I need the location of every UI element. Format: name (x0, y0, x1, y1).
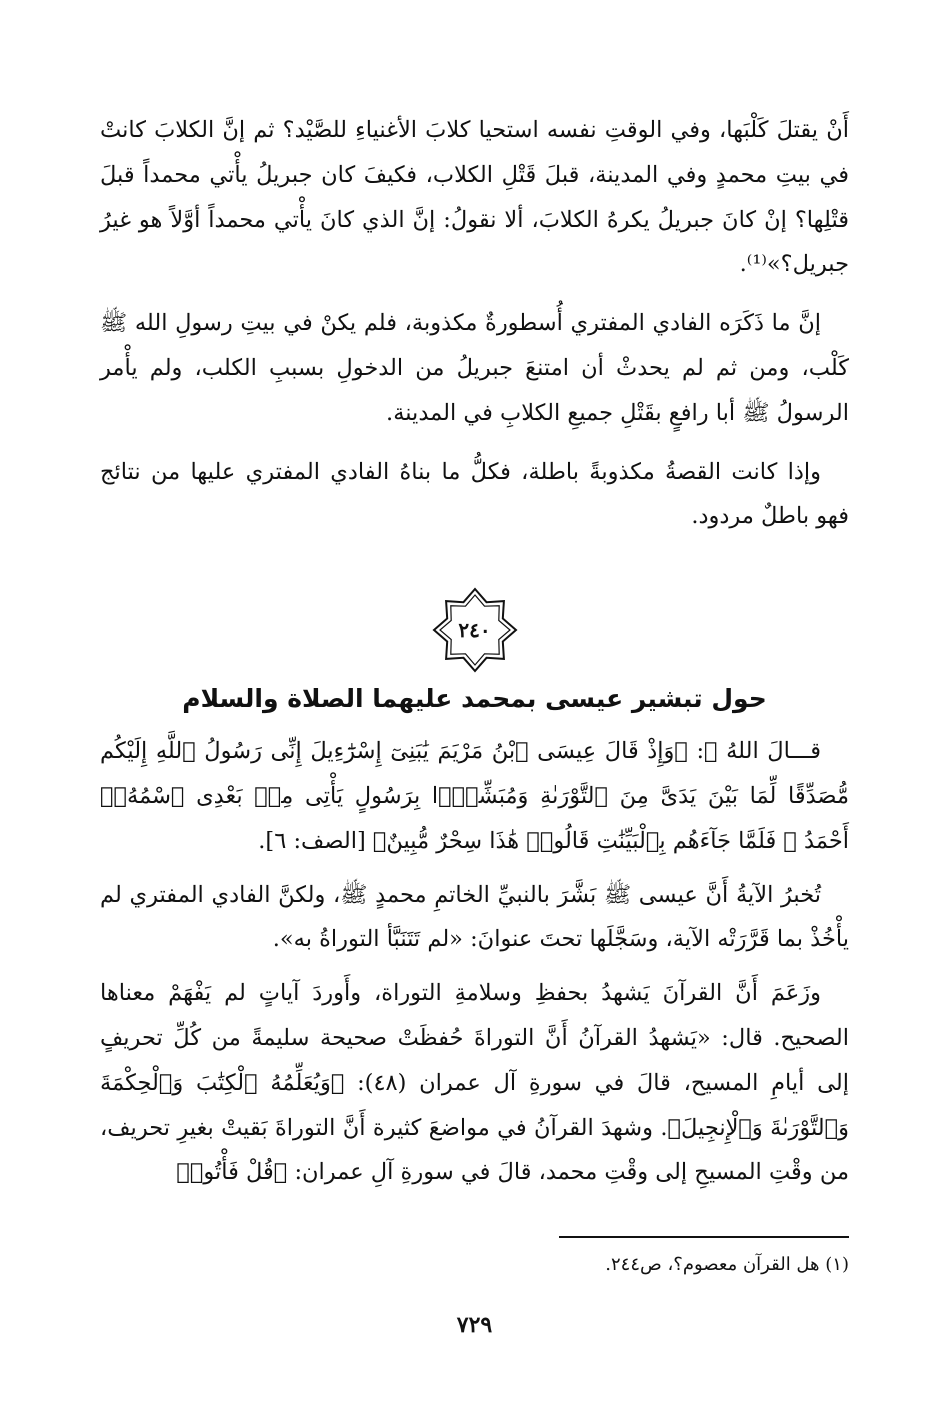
paragraph: قـــالَ اللهُ ﷻ: ﴿وَإِذْ قَالَ عِيسَى ٱبْنُ مَرْيَمَ يَٰبَنِىٓ إِسْرَٰٓءِيلَ إِنِّى رَسُولُ ٱللَّهِ إِلَيْكُم مُّصَدِّقًا لِّمَا بَيْنَ يَدَىَّ مِنَ ٱلتَّوْرَىٰةِ وَمُبَشِّرًۢا بِرَسُولٍ يَأْتِى مِنۢ بَعْدِى ٱسْمُهُۥٓ أَحْمَدُ ۖ فَلَمَّا جَآءَهُم بِٱلْبَيِّنَٰتِ قَالُوا۟ هَٰذَا سِحْرٌ مُّبِينٌ﴾ [الصف: ٦]. (100, 738, 849, 854)
paragraph: تُخبرُ الآيةُ أَنَّ عيسى ﷺ بَشَّرَ بالنبيِّ الخاتمِ محمدٍ ﷺ، ولكنَّ الفادي المفتري لم يأْخُذْ بما قَرَّرَتْه الآية، وسَجَّلَها تحتَ عنوانَ: «لم تَتَنَبَّأ التوراةُ به». (100, 881, 849, 953)
paragraph: وإذا كانت القصةُ مكذوبةً باطلة، فكلُّ ما بناهُ الفادي المفتري عليها من نتائج فهو باطلٌ مردود. (100, 458, 849, 530)
page-number: ٧٢٩ (456, 1312, 493, 1338)
paragraph: أَنْ يقتلَ كَلْبَها، وفي الوقتِ نفسه استحيا كلابَ الأغنياءِ للصَّيْد؟ ثم إنَّ الكلابَ كانتْ في بيتِ محمدٍ وفي المدينة، قبلَ قَتْلِ الكلاب، فكيفَ كان جبريلُ يأْتي محمداً قبلَ قتْلِها؟ إنْ كانَ جبريلُ يكرهُ الكلابَ، ألا نقولُ: إنَّ الذي كانَ يأْتي محمداً أوَّلاً هو غيرُ جبريل؟»⁽¹⁾. (100, 117, 850, 278)
footnote: (١) هل القرآن معصوم؟، ص٢٤٤. (605, 1254, 849, 1275)
section-number: ٢٤٠ (458, 618, 491, 643)
paragraph: وزَعَمَ أَنَّ القرآنَ يَشهدُ بحفظِ وسلامةِ التوراة، وأَوردَ آياتٍ لم يَفْهَمْ معناها الصحيح. قال: «يَشهدُ القرآنُ أَنَّ التوراةَ حُفظَتْ صحيحة سليمةً من كُلِّ تحريفٍ إلى أيامِ المسيح، قالَ في سورةِ آل عمران (٤٨): ﴿وَيُعَلِّمُهُ ٱلْكِتَٰبَ وَٱلْحِكْمَةَ وَٱلتَّوْرَىٰةَ وَٱلْإِنجِيلَ﴾. وشهدَ القرآنُ في مواضعَ كثيرة أَنَّ التوراةَ بَقيتْ بغيرِ تحريف، من وقْتِ المسيحِ إلى وقْتِ محمد، قالَ في سورةِ آلِ عمران: ﴿قُلْ فَأْتُوا۟ (100, 980, 849, 1186)
page-body (100, 108, 849, 1195)
section-number-badge (430, 585, 520, 675)
footnote-divider (559, 1236, 849, 1238)
section-title: حول تبشير عيسى بمحمد عليهما الصلاة والسلام (182, 684, 767, 714)
paragraph: إنَّ ما ذَكَرَه الفادي المفتري أُسطورةٌ مكذوبة، فلم يكنْ في بيتِ رسولِ الله ﷺ كَلْب، ومن ثم لم يحدثْ أن امتنعَ جبريلُ من الدخولِ بسببِ الكلب، ولم يأْمر الرسولُ ﷺ أبا رافعٍ بقَتْلِ جميعِ الكلابِ في المدينة. (100, 310, 849, 426)
